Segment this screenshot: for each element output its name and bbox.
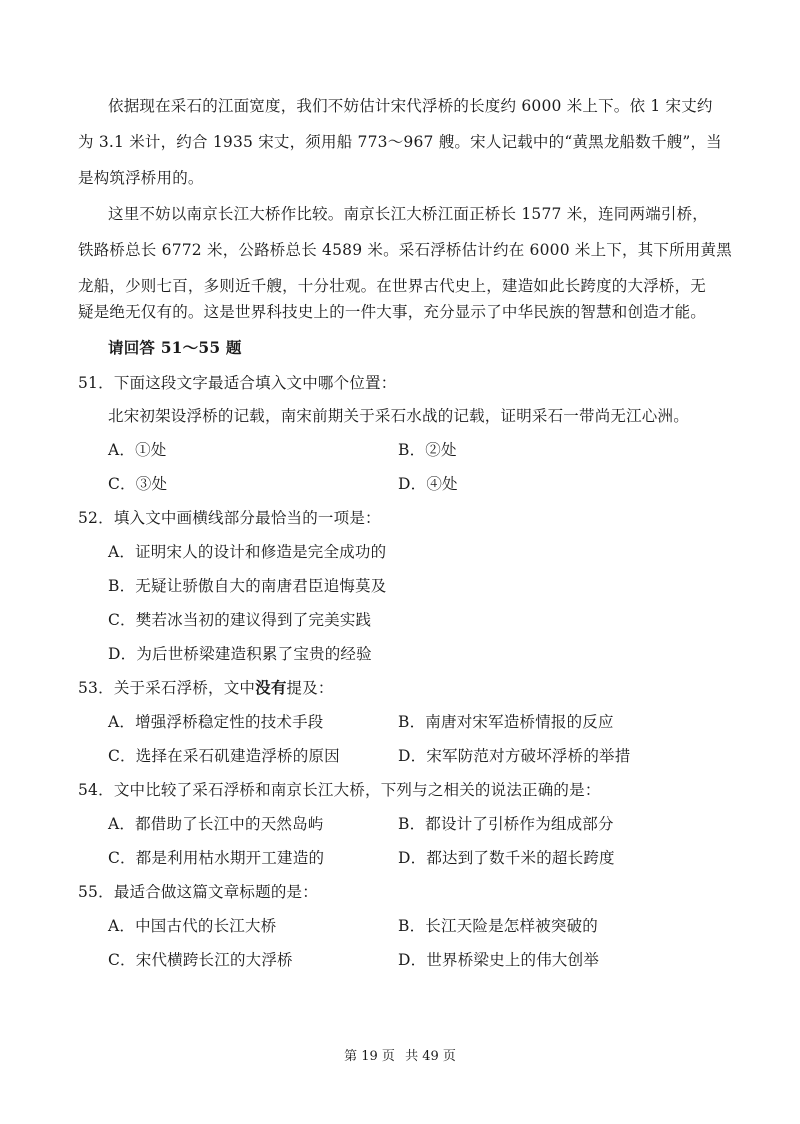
q54-option-b: B．都设计了引桥作为组成部分 [398,815,614,833]
q54-stem: 54．文中比较了采石浮桥和南京长江大桥，下列与之相关的说法正确的是： [78,781,601,799]
q53-option-d: D．宋军防范对方破坏浮桥的举措 [398,747,631,765]
passage-p2-line-1: 这里不妨以南京长江大桥作比较。南京长江大桥江面正桥长 1577 米，连同两端引桥， [108,205,709,223]
q53-stem-post: 提及： [286,679,334,697]
q53-option-b: B．南唐对宋军造桥情报的反应 [398,713,614,731]
q51-option-a: A．①处 [108,441,167,459]
q55-stem: 55．最适合做这篇文章标题的是： [78,883,318,901]
passage-p2-line-3: 龙船，少则七百，多则近千艘，十分壮观。在世界古代史上，建造如此长跨度的大浮桥，无 [78,277,707,295]
q53-stem-pre: 53．关于采石浮桥，文中 [78,679,256,697]
q53-stem-emphasis: 没有 [255,678,287,697]
passage-p2-line-4: 疑是绝无仅有的。这是世界科技史上的一件大事，充分显示了中华民族的智慧和创造才能。 [78,303,707,321]
q52-stem: 52．填入文中画横线部分最恰当的一项是： [78,509,381,527]
q52-option-c: C．樊若冰当初的建议得到了完美实践 [108,611,372,629]
page-footer [0,1048,800,1066]
q55-option-d: D．世界桥梁史上的伟大创举 [398,951,600,969]
q52-option-b: B．无疑让骄傲自大的南唐君臣追悔莫及 [108,577,387,595]
q51-option-c: C．③处 [108,475,168,493]
section-instruction: 请回答 51～55 题 [108,338,242,357]
q51-quote: 北宋初架设浮桥的记载，南宋前期关于采石水战的记载，证明采石一带尚无江心洲。 [108,407,689,425]
passage-p1-line-1: 依据现在采石的江面宽度，我们不妨估计宋代浮桥的长度约 6000 米上下。依 1 宋丈约 [108,97,713,115]
q55-option-a: A．中国古代的长江大桥 [108,917,277,935]
q51-option-b: B．②处 [398,441,457,459]
q53-stem [78,678,334,698]
q54-option-d: D．都达到了数千米的超长跨度 [398,849,615,867]
q52-option-d: D．为后世桥梁建造积累了宝贵的经验 [108,645,372,663]
q55-option-b: B．长江天险是怎样被突破的 [398,917,598,935]
q54-option-c: C．都是利用枯水期开工建造的 [108,849,325,867]
passage-p1-line-3: 是构筑浮桥用的。 [78,169,204,187]
q51-stem: 51．下面这段文字最适合填入文中哪个位置： [78,374,397,392]
page-number: 第 19 页 [344,1049,395,1064]
q52-option-a: A．证明宋人的设计和修造是完全成功的 [108,543,387,561]
q55-option-c: C．宋代横跨长江的大浮桥 [108,951,293,969]
q53-option-c: C．选择在采石矶建造浮桥的原因 [108,747,340,765]
passage-p2-line-2: 铁路桥总长 6772 米，公路桥总长 4589 米。采石浮桥估计约在 6000 米上下，其下所用黄黑 [78,241,732,259]
total-pages: 共 49 页 [405,1049,456,1064]
q54-option-a: A．都借助了长江中的天然岛屿 [108,815,324,833]
q53-option-a: A．增强浮桥稳定性的技术手段 [108,713,324,731]
passage-p1-line-2: 为 3.1 米计，约合 1935 宋丈，须用船 773～967 艘。宋人记载中的“黄黑龙船数千艘”，当 [78,133,722,151]
q51-option-d: D．④处 [398,475,458,493]
